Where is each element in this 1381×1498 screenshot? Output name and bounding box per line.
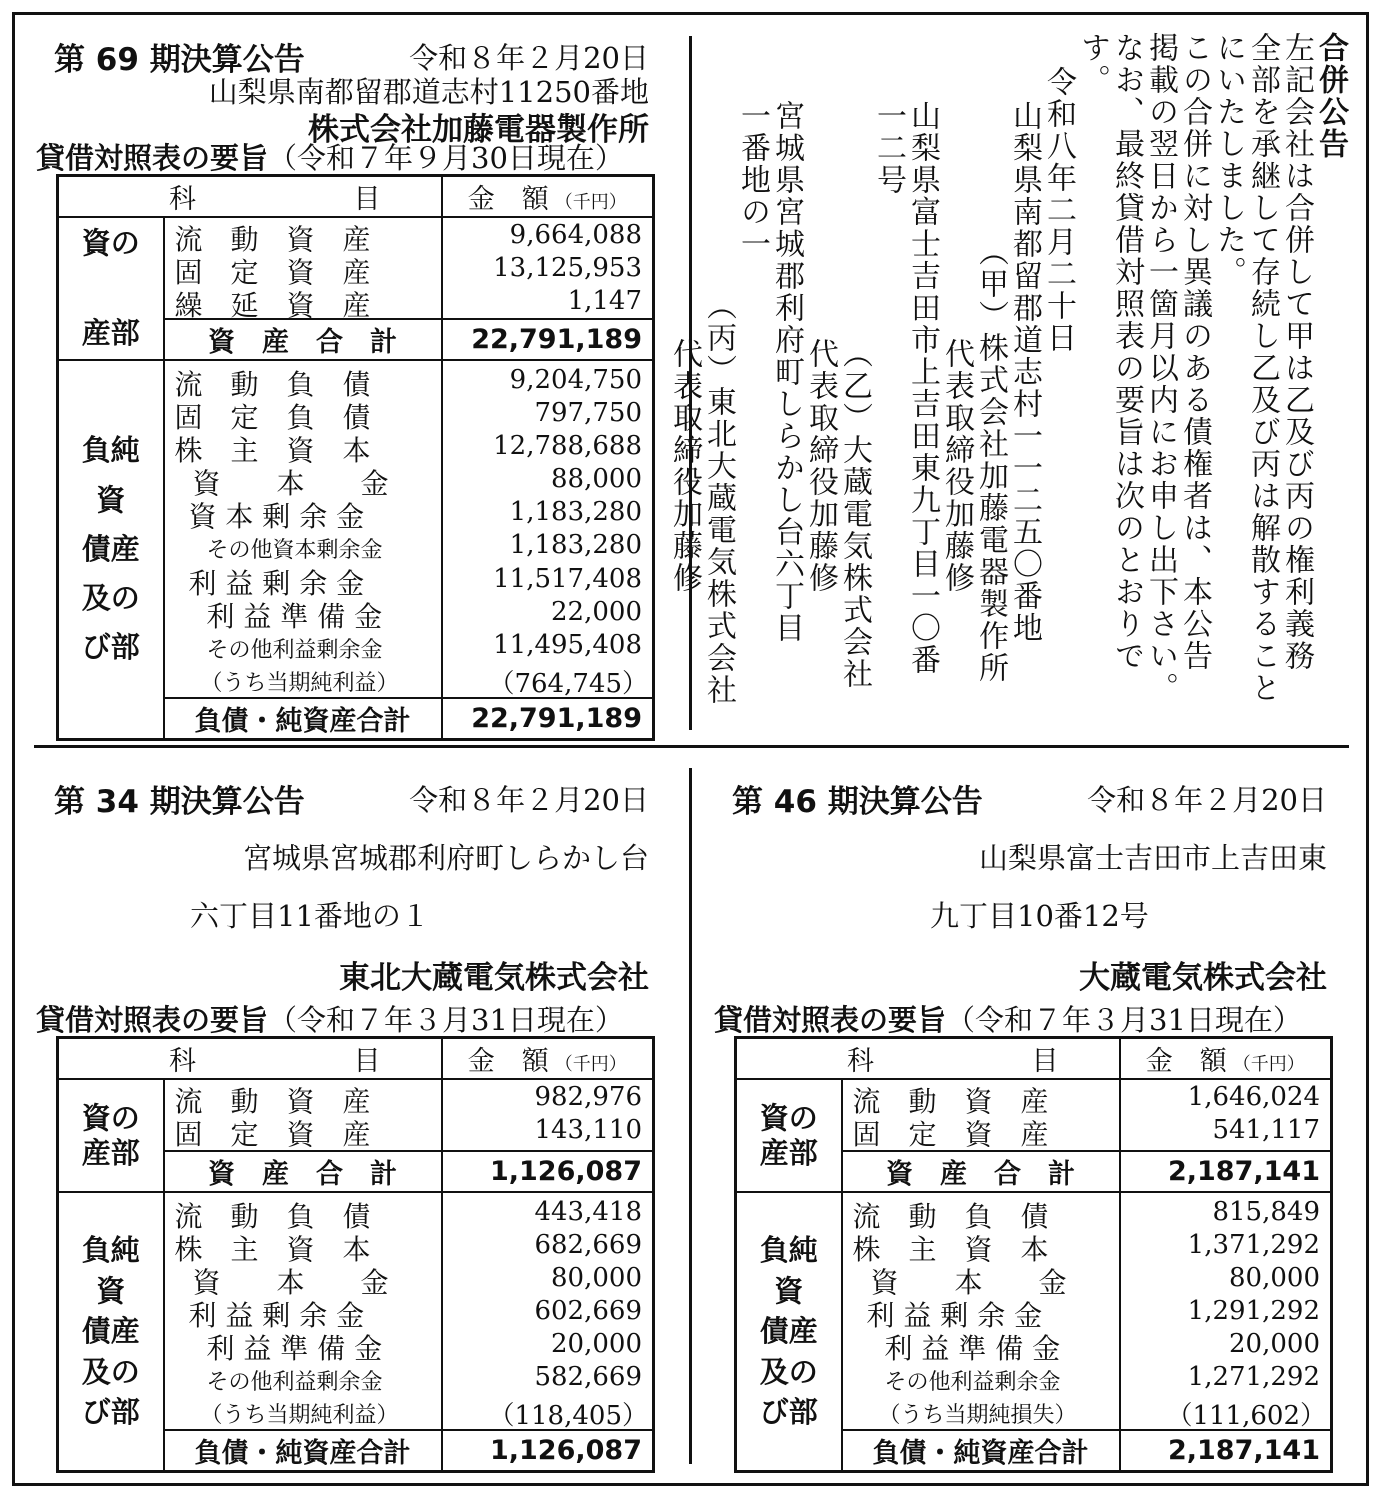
notice-line: 山梨県富士吉田市上吉田東九丁目一〇番: [905, 100, 940, 676]
liability-label: 資 本 金: [192, 1266, 389, 1299]
notice-line: す。: [1075, 32, 1110, 96]
header-kingaku: 金 額: [467, 1046, 549, 1077]
caption-date: （令和７年９月30日現在）: [268, 141, 624, 175]
liability-labels: [165, 1193, 441, 1429]
liability-value: 88,000: [551, 464, 642, 494]
company-name: 大蔵電気株式会社: [1079, 960, 1327, 996]
notice-date: 令和８年２月20日: [409, 41, 649, 75]
header-kamoku-1: 科: [847, 1046, 874, 1077]
notice-date: 令和８年２月20日: [1087, 783, 1327, 817]
assets-total-label: 資 産 合 計: [164, 1151, 442, 1192]
notice-line: 代表取締役加藤修: [803, 338, 838, 594]
notice-line: 代表取締役加藤修: [667, 338, 702, 594]
table-header: [58, 1038, 654, 1080]
balance-sheet-caption: [36, 998, 624, 1039]
company-address-line1: 宮城県宮城郡利府町しらかし台: [242, 841, 649, 875]
liabilities-total-label: 負債・純資産合計: [842, 1430, 1120, 1472]
asset-labels: [165, 218, 441, 322]
liability-label: 固 定 負 債: [174, 401, 371, 434]
liability-value: 443,418: [534, 1197, 642, 1227]
company-address-line2: 九丁目10番12号: [930, 899, 1149, 933]
merger-title: 合併公告: [1313, 32, 1348, 160]
liability-value: 1,291,292: [1187, 1296, 1320, 1326]
liability-label: 株 主 資 本: [174, 434, 371, 467]
asset-value: 143,110: [534, 1115, 642, 1145]
notice-date: 令和八年二月二十日: [1041, 66, 1076, 354]
divider-horizontal: [34, 745, 1349, 748]
liability-values: [443, 1193, 653, 1429]
liability-value: 20,000: [1229, 1329, 1320, 1359]
liability-value: 602,669: [534, 1296, 642, 1326]
page-title: 第 46 期決算公告: [732, 784, 983, 820]
liabilities-section: [736, 1192, 1332, 1430]
header-unit: （千円）: [1232, 1054, 1305, 1075]
assets-total-value: 2,187,141: [1120, 1151, 1332, 1192]
balance-sheet-table: [56, 174, 655, 741]
liability-value: （764,745）: [488, 669, 648, 699]
liability-label: その他資本剰余金: [206, 538, 383, 563]
header-kamoku-2: 目: [353, 1046, 381, 1077]
asset-label: 流 動 資 産: [174, 1085, 371, 1118]
liability-value: （111,602）: [1166, 1401, 1326, 1431]
caption-date: （令和７年３月31日現在）: [946, 1003, 1302, 1037]
asset-values: [443, 1080, 653, 1150]
divider-vertical-bottom: [689, 768, 692, 1464]
notice-line: 掲載の翌日から一箇月以内にお申し出下さい。: [1143, 32, 1178, 704]
assets-total-label: 資 産 合 計: [164, 319, 442, 360]
assets-section: [736, 1079, 1332, 1151]
liabilities-section: [58, 360, 654, 698]
liability-value: 20,000: [551, 1329, 642, 1359]
liability-labels: [843, 1193, 1119, 1429]
liability-value: 1,271,292: [1187, 1362, 1320, 1392]
asset-value: 1,147: [567, 286, 642, 316]
assets-section: [58, 217, 654, 319]
liability-values: [443, 361, 653, 697]
asset-value: 541,117: [1212, 1115, 1320, 1145]
header-kamoku-2: 目: [353, 184, 381, 215]
asset-label: 流 動 資 産: [852, 1085, 1049, 1118]
balance-sheet-table: [56, 1036, 655, 1473]
asset-label: 流 動 資 産: [174, 223, 371, 256]
liability-value: 12,788,688: [493, 431, 642, 461]
caption-bold: 貸借対照表の要旨: [36, 1003, 269, 1037]
liability-label: その他利益剰余金: [884, 1370, 1061, 1395]
liability-value: 582,669: [534, 1362, 642, 1392]
liability-label: 利 益 準 備 金: [206, 600, 383, 633]
balance-sheet-table: [734, 1036, 1333, 1473]
company-name: 東北大蔵電気株式会社: [339, 960, 649, 996]
notice-line: この合併に対し異議のある債権者は、本公告: [1177, 32, 1212, 672]
liability-value: 815,849: [1212, 1197, 1320, 1227]
page-title: 第 34 期決算公告: [54, 784, 305, 820]
liability-value: 1,183,280: [509, 497, 642, 527]
table-header: [736, 1038, 1332, 1080]
notice-line: 一二号: [871, 100, 906, 196]
header-kamoku-2: 目: [1031, 1046, 1059, 1077]
liability-label: （うち当期純利益）: [200, 1403, 399, 1428]
notice-line: （乙）大蔵電気株式会社: [837, 338, 872, 690]
assets-total-label: 資 産 合 計: [842, 1151, 1120, 1192]
notice-line: （丙）東北大蔵電気株式会社: [701, 290, 736, 706]
asset-labels: [843, 1080, 1119, 1150]
liability-value: 80,000: [551, 1263, 642, 1293]
assets-section-label: 資の 産部: [58, 1079, 164, 1192]
caption-date: （令和７年３月31日現在）: [268, 1003, 624, 1037]
asset-labels: [165, 1080, 441, 1150]
assets-total-value: 22,791,189: [442, 319, 654, 360]
caption-bold: 貸借対照表の要旨: [714, 1003, 947, 1037]
assets-section: [58, 1079, 654, 1151]
asset-label: 繰 延 資 産: [174, 289, 371, 322]
asset-label: 固 定 資 産: [852, 1118, 1049, 1151]
balance-sheet-caption: [714, 998, 1302, 1039]
liabilities-total-value: 22,791,189: [442, 698, 654, 740]
company-name: 株式会社加藤電器製作所: [308, 112, 649, 148]
notice-date: 令和８年２月20日: [409, 783, 649, 817]
liability-label: 資 本 金: [192, 467, 389, 500]
caption-bold: 貸借対照表の要旨: [36, 141, 269, 175]
liability-label: 株 主 資 本: [852, 1233, 1049, 1266]
assets-section-label: 資の 産部: [736, 1079, 842, 1192]
page-title: 第 69 期決算公告: [54, 42, 305, 78]
liability-label: 利 益 準 備 金: [206, 1332, 383, 1365]
liability-value: 797,750: [534, 398, 642, 428]
asset-value: 13,125,953: [493, 253, 642, 283]
liabilities-total-value: 2,187,141: [1120, 1430, 1332, 1472]
asset-value: 9,664,088: [509, 220, 642, 250]
notice-line: 一番地の一: [735, 100, 770, 260]
liability-label: 資 本 金: [870, 1266, 1067, 1299]
header-kingaku: 金 額: [1145, 1046, 1227, 1077]
header-kamoku-1: 科: [169, 184, 196, 215]
liability-value: 11,495,408: [493, 630, 642, 660]
company-address: 山梨県南都留郡道志村11250番地: [208, 75, 649, 109]
liability-value: 22,000: [551, 597, 642, 627]
liability-label: 流 動 負 債: [174, 1200, 371, 1233]
asset-values: [1121, 1080, 1331, 1150]
table-header: [58, 176, 654, 218]
liability-value: 9,204,750: [509, 365, 642, 395]
liability-value: 682,669: [534, 1230, 642, 1260]
liability-value: 1,371,292: [1187, 1230, 1320, 1260]
asset-label: 固 定 資 産: [174, 256, 371, 289]
liability-value: 1,183,280: [509, 530, 642, 560]
liability-label: 流 動 負 債: [852, 1200, 1049, 1233]
header-unit: （千円）: [554, 1054, 627, 1075]
liability-values: [1121, 1193, 1331, 1429]
notice-line: にいたしました。: [1211, 32, 1246, 288]
header-unit: （千円）: [554, 192, 627, 213]
notice-line: （甲）株式会社加藤電器製作所: [973, 236, 1008, 684]
liability-label: 利 益 剰 余 金: [188, 1299, 365, 1332]
liabilities-section: [58, 1192, 654, 1430]
asset-values: [443, 218, 653, 318]
notice-line: 全部を承継して存続し乙及び丙は解散すること: [1245, 32, 1280, 704]
liabilities-total-label: 負債・純資産合計: [164, 698, 442, 740]
liability-label: 利 益 準 備 金: [884, 1332, 1061, 1365]
liability-label: 株 主 資 本: [174, 1233, 371, 1266]
company-address-line1: 山梨県富士吉田市上吉田東: [978, 841, 1327, 875]
company-address-line2: 六丁目11番地の１: [190, 899, 430, 933]
header-kingaku: 金 額: [467, 184, 549, 215]
liability-value: （118,405）: [488, 1401, 648, 1431]
asset-label: 固 定 資 産: [174, 1118, 371, 1151]
notice-line: 宮城県宮城郡利府町しらかし台六丁目: [769, 100, 804, 644]
asset-value: 1,646,024: [1187, 1082, 1320, 1112]
liability-value: 80,000: [1229, 1263, 1320, 1293]
notice-line: なお、最終貸借対照表の要旨は次のとおりで: [1109, 32, 1144, 672]
liability-label: （うち当期純損失）: [878, 1403, 1077, 1428]
liability-label: 資 本 剰 余 金: [188, 500, 365, 533]
liabilities-section-label: 負純 資 債産 及の び部: [736, 1192, 842, 1472]
assets-section-label: 資の 産部: [58, 217, 164, 360]
liability-value: 11,517,408: [493, 564, 642, 594]
liability-labels: [165, 361, 441, 697]
liabilities-total-label: 負債・純資産合計: [164, 1430, 442, 1472]
header-kamoku-1: 科: [169, 1046, 196, 1077]
balance-sheet-caption: [36, 136, 624, 177]
liability-label: （うち当期純利益）: [200, 671, 399, 696]
liability-label: その他利益剰余金: [206, 1370, 383, 1395]
asset-value: 982,976: [534, 1082, 642, 1112]
assets-total-value: 1,126,087: [442, 1151, 654, 1192]
liability-label: 利 益 剰 余 金: [866, 1299, 1043, 1332]
liabilities-total-value: 1,126,087: [442, 1430, 654, 1472]
liabilities-section-label: 負純 資 債産 及の び部: [58, 1192, 164, 1472]
liability-label: 流 動 負 債: [174, 368, 371, 401]
liability-label: 利 益 剰 余 金: [188, 567, 365, 600]
liabilities-section-label: 負純 資 債産 及の び部: [58, 360, 164, 740]
liability-label: その他利益剰余金: [206, 638, 383, 663]
notice-line: 左記会社は合併して甲は乙及び丙の権利義務: [1279, 32, 1314, 672]
notice-line: 山梨県南都留郡道志村一一二五〇番地: [1007, 100, 1042, 644]
notice-line: 代表取締役加藤修: [939, 338, 974, 594]
